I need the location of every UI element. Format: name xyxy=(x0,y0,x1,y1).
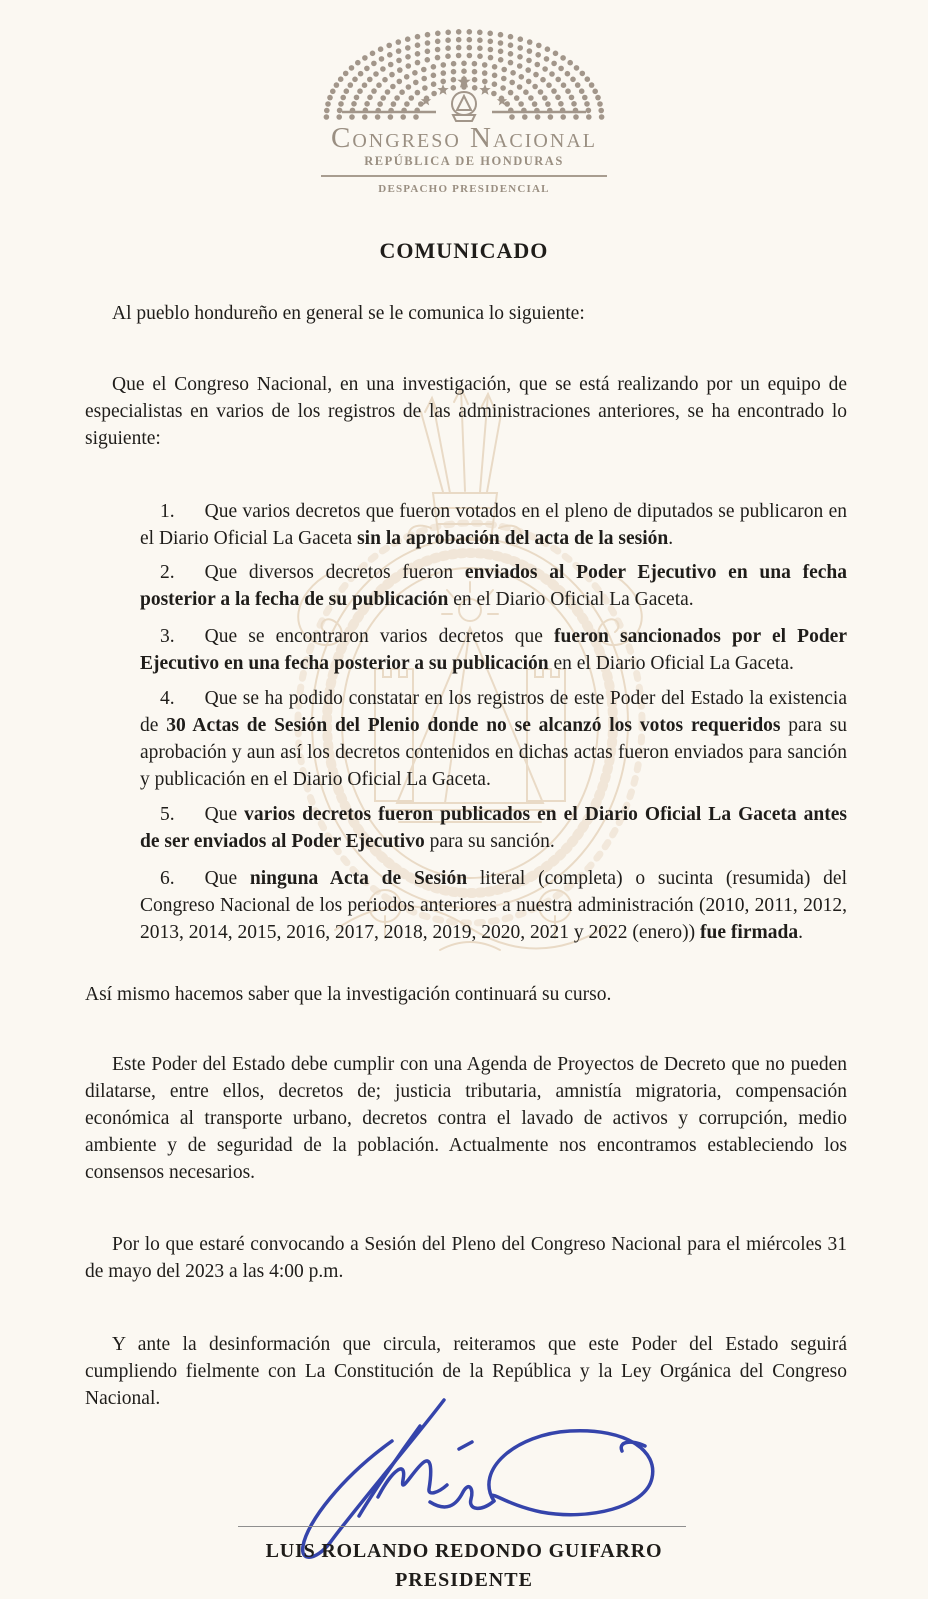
closing-paragraph: Y ante la desinformación que circula, reiteramos que este Poder del Estado seguirá cumpliendo fielmente con La Constitución de la República y la Ley Orgánica del Congreso Nacional. xyxy=(85,1334,847,1409)
list-item-text: Que se encontraron varios decretos que fueron sancionados por el Poder Ejecutivo en una fecha posterior a su publicación en el Diario Oficial La Gaceta. xyxy=(140,626,847,674)
list-item-4 xyxy=(140,685,847,793)
signature-line xyxy=(238,1526,686,1527)
list-item-3 xyxy=(140,623,847,677)
list-item-text: Que varios decretos que fueron votados en el pleno de diputados se publicaron en el Diario Oficial La Gaceta sin la aprobación del acta de la sesión. xyxy=(140,501,847,549)
list-item-text: Que varios decretos fueron publicados en el Diario Oficial La Gaceta antes de ser enviados al Poder Ejecutivo para su sanción. xyxy=(140,804,847,852)
convocation-paragraph: Por lo que estaré convocando a Sesión del Pleno del Congreso Nacional para el miércoles 31 de mayo del 2023 a las 4:00 p.m. xyxy=(85,1234,847,1282)
intro-paragraph: Al pueblo hondureño en general se le comunica lo siguiente: xyxy=(112,303,585,324)
aftermath-paragraph: Así mismo hacemos saber que la investigación continuará su curso. xyxy=(85,984,612,1005)
list-item-text: Que se ha podido constatar en los registros de este Poder del Estado la existencia de 30 Actas de Sesión del Plenio donde no se alcanzó los votos requeridos para su aprobación y aun así los decretos contenidos en dichas actas fueron enviados para sanción y publicación en el Diario Oficial La Gaceta. xyxy=(140,688,847,790)
signatory-name: LUIS ROLANDO REDONDO GUIFARRO xyxy=(265,1540,663,1562)
congress-hemicycle-logo xyxy=(314,20,614,122)
list-item-5 xyxy=(140,801,847,855)
list-item-number: 6. xyxy=(160,868,175,889)
header-divider xyxy=(321,175,607,177)
document-title: COMUNICADO xyxy=(379,238,549,263)
office-name: DESPACHO PRESIDENCIAL xyxy=(378,183,550,195)
letterhead xyxy=(0,20,928,195)
list-item-number: 1. xyxy=(160,501,175,522)
list-item-2 xyxy=(140,559,847,613)
lead-paragraph: Que el Congreso Nacional, en una investigación, que se está realizando por un equipo de especialistas en varios de los registros de las administraciones anteriores, se ha encontrado lo siguiente: xyxy=(85,374,847,449)
republic-subtitle: REPÚBLICA DE HONDURAS xyxy=(364,154,564,168)
list-item-text: Que diversos decretos fueron enviados al Poder Ejecutivo en una fecha posterior a la fecha de su publicación en el Diario Oficial La Gaceta. xyxy=(140,562,847,610)
list-item-6 xyxy=(140,865,847,946)
list-item-number: 2. xyxy=(160,562,175,583)
list-item-number: 3. xyxy=(160,626,175,647)
list-item-1 xyxy=(140,498,847,552)
list-item-number: 4. xyxy=(160,688,175,709)
list-item-number: 5. xyxy=(160,804,175,825)
agenda-paragraph: Este Poder del Estado debe cumplir con una Agenda de Proyectos de Decreto que no pueden dilatarse, entre ellos, decretos de; justicia tributaria, amnistía migratoria, compensación económica al transporte urbano, decretos contra el lavado de activos y corrupción, medio ambiente y de seguridad de la población. Actualmente nos encontramos estableciendo los consensos necesarios. xyxy=(85,1054,847,1183)
org-name: Congreso Nacional xyxy=(331,122,597,154)
signatory-role: PRESIDENTE xyxy=(395,1569,533,1591)
list-item-text: Que ninguna Acta de Sesión literal (completa) o sucinta (resumida) del Congreso Nacional de los periodos anteriores a nuestra administración (2010, 2011, 2012, 2013, 2014, 2015, 2016, 2017, 2018, 2019, 2020, 2021 y 2022 (enero)) fue firmada. xyxy=(140,868,847,943)
